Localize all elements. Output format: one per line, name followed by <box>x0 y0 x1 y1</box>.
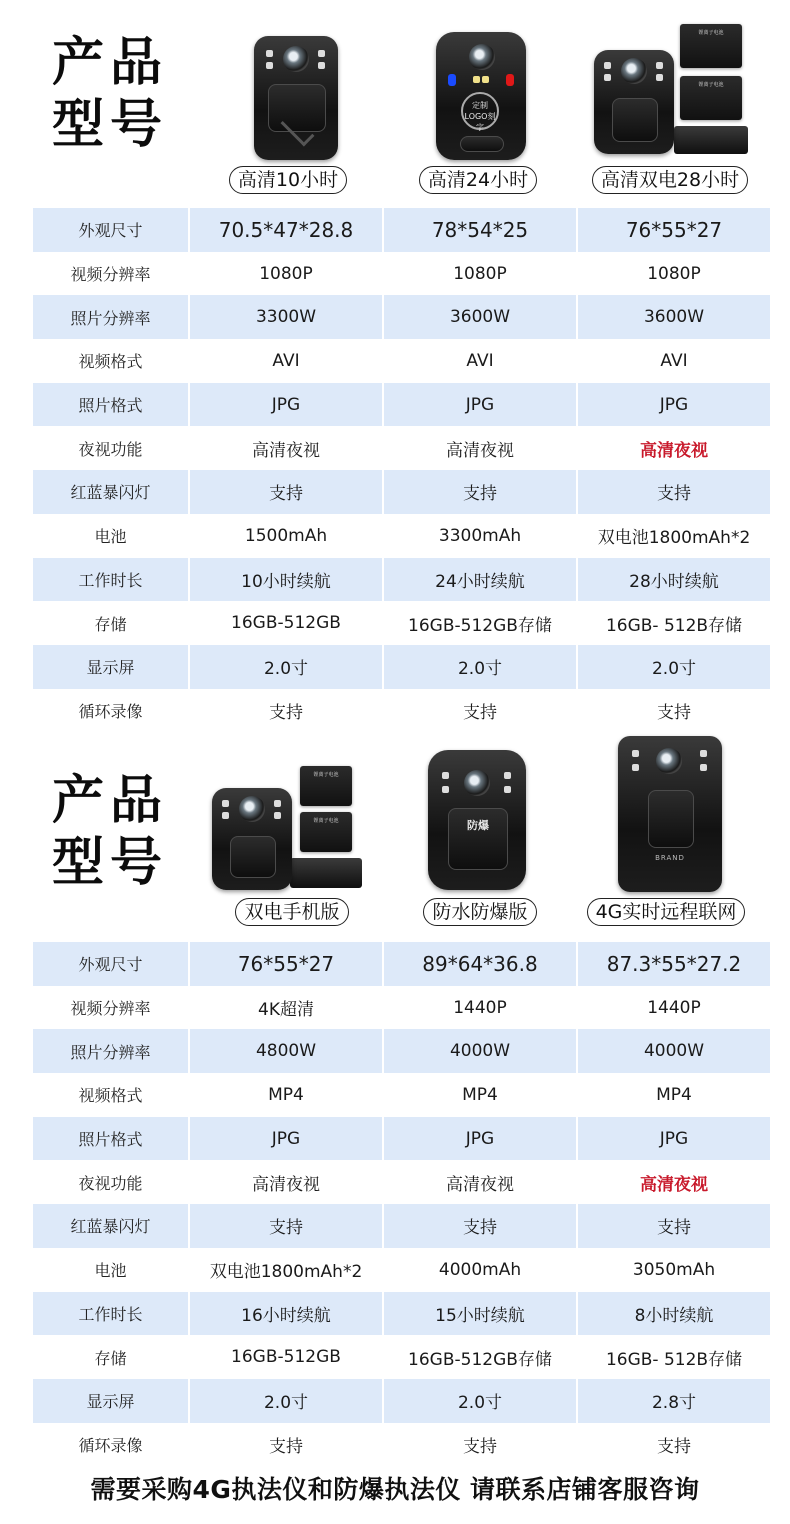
cell-value: AVI <box>577 339 770 383</box>
spec-table <box>33 942 770 1466</box>
cell-value: 2.0寸 <box>577 645 770 689</box>
row-label: 红蓝暴闪灯 <box>33 470 189 514</box>
table-row <box>33 1423 770 1467</box>
product-name-badge: 高清双电28小时 <box>580 166 760 194</box>
cell-value-highlight: 高清夜视 <box>577 426 770 470</box>
cell-value: 支持 <box>189 1423 383 1467</box>
cell-value: MP4 <box>189 1073 383 1117</box>
cell-value: 4000W <box>577 1029 770 1073</box>
cell-value: 3300mAh <box>383 514 577 558</box>
cell-value: 1080P <box>577 252 770 296</box>
row-label: 循环录像 <box>33 1423 189 1467</box>
cell-value: 10小时续航 <box>189 558 383 602</box>
body-camera-with-batteries-image: 锂离子电池 锂离子电池 <box>202 760 382 892</box>
row-label: 工作时长 <box>33 558 189 602</box>
section-title: 产品 型号 <box>52 33 169 155</box>
table-row <box>33 1160 770 1204</box>
cell-value: 28小时续航 <box>577 558 770 602</box>
product-card <box>202 760 382 923</box>
cell-value: 双电池1800mAh*2 <box>189 1248 383 1292</box>
row-label: 夜视功能 <box>33 1160 189 1204</box>
row-label: 存储 <box>33 601 189 645</box>
explosion-proof-camera-image: 防爆 <box>390 746 570 892</box>
table-row <box>33 470 770 514</box>
row-label: 外观尺寸 <box>33 942 189 986</box>
body-camera-with-batteries-image: 锂离子电池 锂离子电池 <box>580 24 760 156</box>
cell-value: 1080P <box>383 252 577 296</box>
product-name-badge: 双电手机版 <box>202 898 382 926</box>
cell-value: 24小时续航 <box>383 558 577 602</box>
cell-value: JPG <box>189 1117 383 1161</box>
row-label: 循环录像 <box>33 689 189 733</box>
row-label: 照片分辨率 <box>33 295 189 339</box>
cell-value: JPG <box>189 383 383 427</box>
cell-value: 1080P <box>189 252 383 296</box>
cell-value: 16GB-512GB存储 <box>383 601 577 645</box>
body-camera-image: 定制LOGO刻字 <box>388 30 568 162</box>
row-label: 视频分辨率 <box>33 986 189 1030</box>
cell-value: 1440P <box>577 986 770 1030</box>
table-row <box>33 1379 770 1423</box>
cell-value: AVI <box>383 339 577 383</box>
cell-value: JPG <box>383 383 577 427</box>
cell-value: 15小时续航 <box>383 1292 577 1336</box>
row-label: 视频分辨率 <box>33 252 189 296</box>
footer-contact-banner: 需要采购4G执法仪和防爆执法仪 请联系店铺客服咨询 <box>90 1475 700 1504</box>
row-label: 照片分辨率 <box>33 1029 189 1073</box>
cell-value: 16小时续航 <box>189 1292 383 1336</box>
table-row <box>33 295 770 339</box>
row-label: 视频格式 <box>33 339 189 383</box>
product-name-badge: 高清10小时 <box>198 166 378 194</box>
table-row <box>33 645 770 689</box>
cell-value: 3600W <box>577 295 770 339</box>
cell-value: 高清夜视 <box>189 1160 383 1204</box>
cell-value: 3300W <box>189 295 383 339</box>
cell-value: 8小时续航 <box>577 1292 770 1336</box>
product-comparison-section-1 <box>0 0 790 735</box>
table-row <box>33 383 770 427</box>
cell-value: JPG <box>383 1117 577 1161</box>
cell-value: 4000mAh <box>383 1248 577 1292</box>
table-row <box>33 689 770 733</box>
table-row <box>33 339 770 383</box>
row-label: 视频格式 <box>33 1073 189 1117</box>
table-row <box>33 514 770 558</box>
body-camera-image <box>198 30 378 162</box>
row-label: 显示屏 <box>33 645 189 689</box>
cell-value: 16GB- 512B存储 <box>577 601 770 645</box>
section-title: 产品 型号 <box>52 771 169 893</box>
cell-value: 双电池1800mAh*2 <box>577 514 770 558</box>
row-label: 电池 <box>33 1248 189 1292</box>
cell-value: 70.5*47*28.8 <box>189 208 383 252</box>
row-label: 电池 <box>33 514 189 558</box>
table-row <box>33 558 770 602</box>
cell-value: JPG <box>577 1117 770 1161</box>
cell-value-highlight: 高清夜视 <box>577 1160 770 1204</box>
cell-value: 支持 <box>383 470 577 514</box>
cell-value: 4000W <box>383 1029 577 1073</box>
product-card <box>388 30 568 191</box>
table-row <box>33 1117 770 1161</box>
4g-camera-image: BRAND <box>576 736 756 894</box>
cell-value: 支持 <box>383 1204 577 1248</box>
cell-value: 支持 <box>577 1204 770 1248</box>
row-label: 显示屏 <box>33 1379 189 1423</box>
table-row <box>33 1029 770 1073</box>
cell-value: 16GB-512GB存储 <box>383 1335 577 1379</box>
cell-value: 高清夜视 <box>189 426 383 470</box>
cell-value: 支持 <box>189 1204 383 1248</box>
table-row <box>33 1292 770 1336</box>
row-label: 照片格式 <box>33 1117 189 1161</box>
cell-value: 支持 <box>383 1423 577 1467</box>
cell-value: 1500mAh <box>189 514 383 558</box>
product-comparison-section-2 <box>0 740 790 1474</box>
cell-value: 支持 <box>383 689 577 733</box>
product-card <box>198 30 378 191</box>
cell-value: 高清夜视 <box>383 426 577 470</box>
cell-value: 支持 <box>577 470 770 514</box>
cell-value: 16GB-512GB <box>189 1335 383 1379</box>
product-card <box>580 24 760 191</box>
row-label: 夜视功能 <box>33 426 189 470</box>
cell-value: 87.3*55*27.2 <box>577 942 770 986</box>
table-row <box>33 1073 770 1117</box>
cell-value: 2.0寸 <box>189 645 383 689</box>
cell-value: 4800W <box>189 1029 383 1073</box>
cell-value: 支持 <box>189 689 383 733</box>
cell-value: 3050mAh <box>577 1248 770 1292</box>
cell-value: 支持 <box>577 1423 770 1467</box>
product-name-badge: 防水防爆版 <box>390 898 570 926</box>
cell-value: JPG <box>577 383 770 427</box>
cell-value: 3600W <box>383 295 577 339</box>
cell-value: 89*64*36.8 <box>383 942 577 986</box>
table-row <box>33 1204 770 1248</box>
row-label: 工作时长 <box>33 1292 189 1336</box>
cell-value: 78*54*25 <box>383 208 577 252</box>
table-row <box>33 1248 770 1292</box>
cell-value: 76*55*27 <box>189 942 383 986</box>
product-card <box>390 746 570 923</box>
table-row <box>33 601 770 645</box>
cell-value: 高清夜视 <box>383 1160 577 1204</box>
cell-value: 4K超清 <box>189 986 383 1030</box>
product-name-badge: 4G实时远程联网 <box>576 898 756 926</box>
row-label: 存储 <box>33 1335 189 1379</box>
table-row <box>33 1335 770 1379</box>
cell-value: 2.8寸 <box>577 1379 770 1423</box>
cell-value: 16GB- 512B存储 <box>577 1335 770 1379</box>
cell-value: 2.0寸 <box>383 1379 577 1423</box>
spec-table <box>33 208 770 732</box>
table-row <box>33 426 770 470</box>
row-label: 红蓝暴闪灯 <box>33 1204 189 1248</box>
cell-value: 16GB-512GB <box>189 601 383 645</box>
cell-value: 2.0寸 <box>189 1379 383 1423</box>
cell-value: MP4 <box>577 1073 770 1117</box>
table-row <box>33 942 770 986</box>
cell-value: AVI <box>189 339 383 383</box>
cell-value: 2.0寸 <box>383 645 577 689</box>
product-name-badge: 高清24小时 <box>388 166 568 194</box>
product-card <box>576 736 756 923</box>
row-label: 照片格式 <box>33 383 189 427</box>
table-row <box>33 208 770 252</box>
cell-value: 76*55*27 <box>577 208 770 252</box>
cell-value: MP4 <box>383 1073 577 1117</box>
table-row <box>33 252 770 296</box>
table-row <box>33 986 770 1030</box>
cell-value: 支持 <box>189 470 383 514</box>
row-label: 外观尺寸 <box>33 208 189 252</box>
cell-value: 支持 <box>577 689 770 733</box>
cell-value: 1440P <box>383 986 577 1030</box>
